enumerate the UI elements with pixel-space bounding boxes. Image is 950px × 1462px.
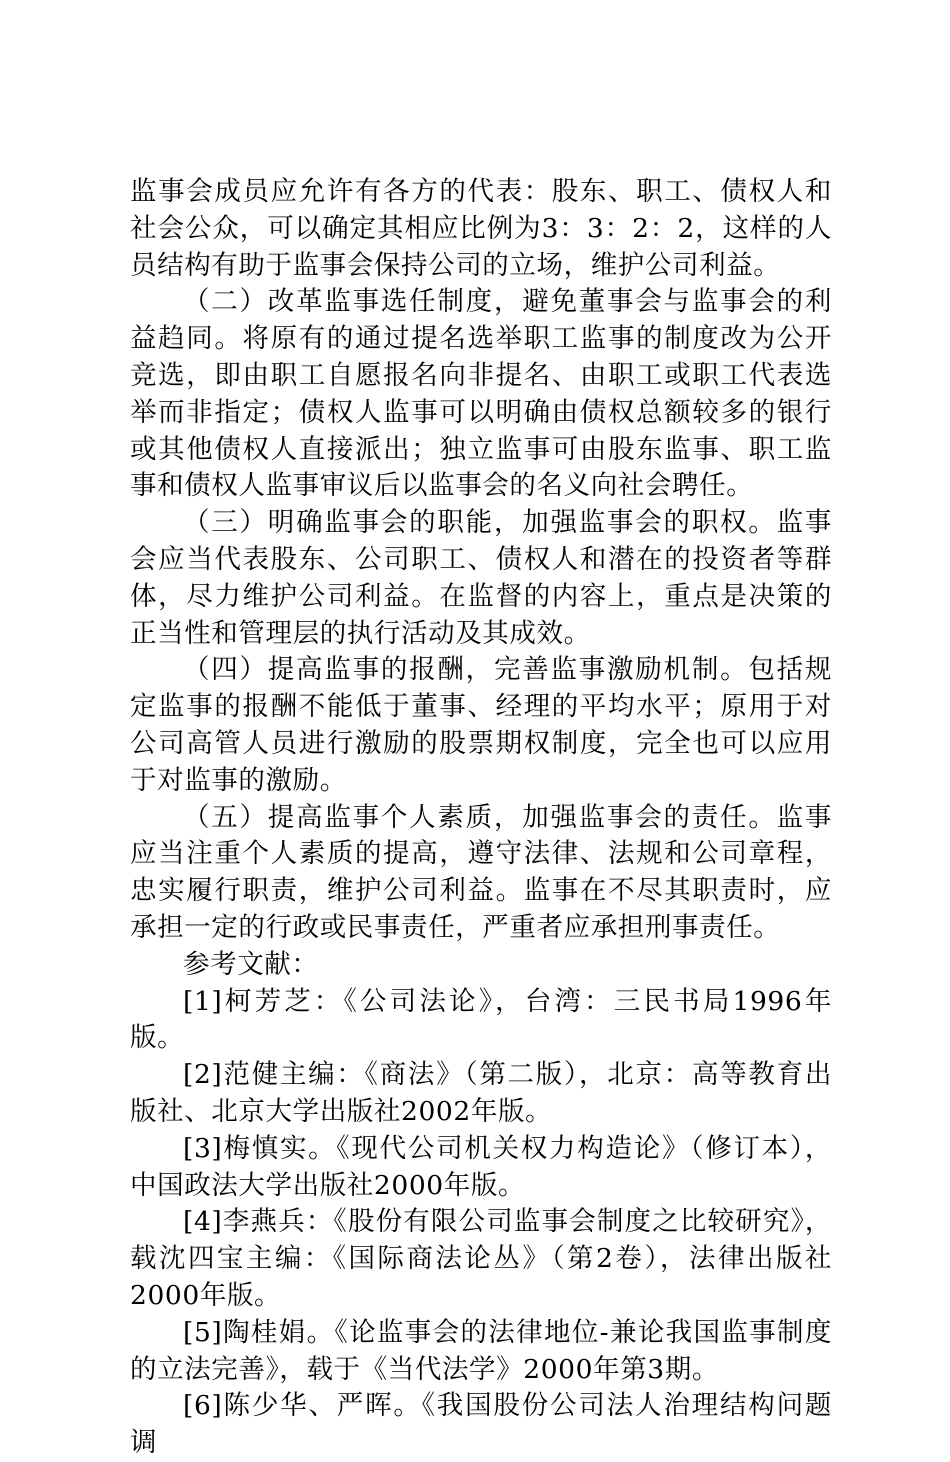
reference-item-5: [5]陶桂娟。《论监事会的法律地位-兼论我国监事制度的立法完善》，载于《当代法学》2000年第3期。 <box>130 1316 832 1385</box>
reference-item-6: [6]陈少华、严晖。《我国股份公司法人治理结构问题调 <box>130 1390 832 1459</box>
body-text <box>130 174 832 1462</box>
references-heading: 参考文献： <box>183 948 319 980</box>
paragraph-section-3: （三）明确监事会的职能，加强监事会的职权。监事会应当代表股东、公司职工、债权人和潜在的投资者等群体，尽力维护公司利益。在监督的内容上，重点是决策的正当性和管理层的执行活动及其成效。 <box>130 507 832 649</box>
reference-item-1: [1]柯芳芝：《公司法论》，台湾：三民书局1996年版。 <box>130 985 832 1054</box>
reference-item-4: [4]李燕兵：《股份有限公司监事会制度之比较研究》，载沈四宝主编：《国际商法论丛》（第2卷），法律出版社2000年版。 <box>130 1206 832 1311</box>
paragraph-continuation: 监事会成员应允许有各方的代表：股东、职工、债权人和社会公众，可以确定其相应比例为3：3：2：2，这样的人员结构有助于监事会保持公司的立场，维护公司利益。 <box>130 176 832 281</box>
paragraph-section-2: （二）改革监事选任制度，避免董事会与监事会的利益趋同。将原有的通过提名选举职工监事的制度改为公开竞选，即由职工自愿报名向非提名、由职工或职工代表选举而非指定；债权人监事可以明确由债权总额较多的银行或其他债权人直接派出；独立监事可由股东监事、职工监事和债权人监事审议后以监事会的名义向社会聘任。 <box>130 286 832 502</box>
paragraph-section-4: （四）提高监事的报酬，完善监事激励机制。包括规定监事的报酬不能低于董事、经理的平均水平；原用于对公司高管人员进行激励的股票期权制度，完全也可以应用于对监事的激励。 <box>130 654 832 796</box>
paragraph-section-5: （五）提高监事个人素质，加强监事会的责任。监事应当注重个人素质的提高，遵守法律、法规和公司章程，忠实履行职责，维护公司利益。监事在不尽其职责时，应承担一定的行政或民事责任，严重者应承担刑事责任。 <box>130 801 832 943</box>
reference-item-3: [3]梅慎实。《现代公司机关权力构造论》（修订本），中国政法大学出版社2000年版。 <box>130 1132 832 1201</box>
reference-item-2: [2]范健主编：《商法》（第二版），北京：高等教育出版社、北京大学出版社2002年版。 <box>130 1059 832 1127</box>
